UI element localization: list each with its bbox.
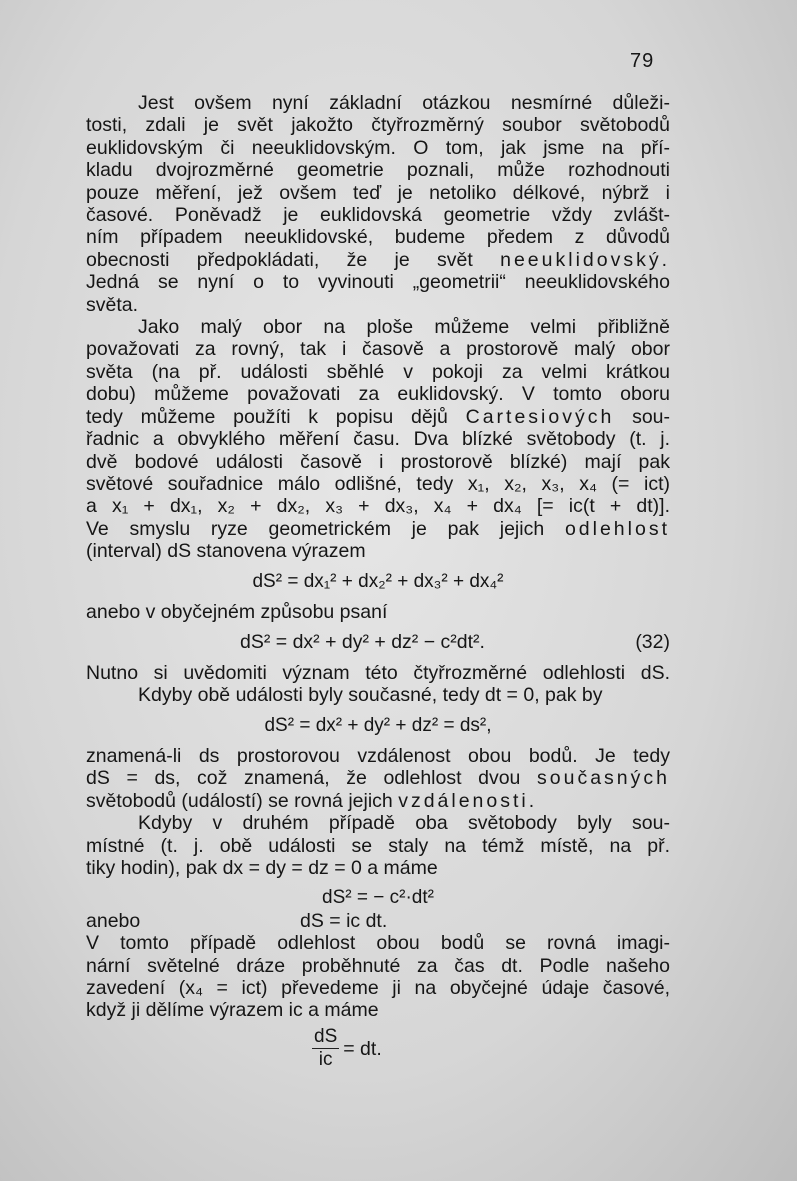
- text-line: nární světelné dráze proběhnuté za čas dt. Podle našeho: [86, 954, 670, 977]
- text-line: Jest ovšem nyní základní otázkou nesmírné důleži-: [138, 92, 670, 114]
- text-segment: sou-: [632, 405, 671, 428]
- equation-row: [86, 910, 670, 932]
- text-line: časové. Poněvadž je euklidovská geometrie vždy zvlášt-: [86, 204, 670, 227]
- text-line: Jedná se nyní o to vyvinouti „geometrii“ neeuklidovského: [86, 271, 670, 294]
- text-segment: anebo: [86, 909, 141, 932]
- text-line: [86, 249, 670, 271]
- text-line: kladu dvojrozměrné geometrie poznali, může rozhodnouti: [86, 159, 670, 182]
- text-line: a x₁ + dx₁, x₂ + dx₂, x₃ + dx₃, x₄ + dx₄ [= ic(t + dt)].: [86, 495, 670, 518]
- text-line: Jako malý obor na ploše můžeme velmi přibližně: [138, 316, 670, 339]
- text-line: euklidovským či neeuklidovským. O tom, jak jsme na pří-: [86, 136, 670, 159]
- equation-imaginary: dS = ic dt.: [300, 909, 388, 932]
- text-line: Kdyby v druhém případě oba světobody byly sou-: [138, 812, 670, 835]
- text-line: [86, 406, 670, 428]
- text-segment: dS = ds, což znamená, že odlehlost dvou: [86, 767, 521, 790]
- text-line: světové souřadnice málo odlišné, tedy x₁, x₂, x₃, x₄ (= ict): [86, 472, 670, 495]
- equation-fraction: [86, 1022, 670, 1076]
- emphasis-spaced: odlehlost: [564, 517, 670, 540]
- text-line: světa.: [86, 293, 139, 316]
- text-line: [86, 767, 670, 789]
- text-line: považovati za rovný, tak i časově a prostorově malý obor: [86, 338, 670, 361]
- emphasis-spaced: Cartesiových: [465, 405, 615, 428]
- text-segment: obecnosti předpokládati, že je svět: [86, 248, 473, 271]
- text-line: [86, 790, 670, 812]
- equation-body: dS² = dx² + dy² + dz² − c²dt².: [240, 631, 485, 654]
- text-segment: tedy můžeme použíti k popisu dějů: [86, 405, 448, 428]
- fraction-denominator: ic: [318, 1049, 333, 1071]
- text-line: Kdyby obě události byly současné, tedy dt = 0, pak by: [138, 684, 603, 707]
- emphasis-spaced: neeuklidovský.: [500, 248, 671, 271]
- text-segment: světobodů (událostí) se rovná jejich: [86, 789, 393, 812]
- equation-simultaneous: dS² = dx² + dy² + dz² = ds²,: [264, 714, 492, 736]
- equation-colocated: dS² = − c²·dt²: [322, 887, 434, 909]
- text-line: V tomto případě odlehlost obou bodů se rovná imagi-: [86, 932, 670, 955]
- text-line: ním případem neeuklidovské, budeme předem z důvodů: [86, 226, 670, 249]
- text-line: Nutno si uvědomiti význam této čtyřrozměrné odlehlosti dS.: [86, 661, 670, 684]
- text-line: řadnic a obvyklého měření času. Dva blízké světobody (t. j.: [86, 428, 670, 451]
- text-line: světa (na př. události sběhlé v pokoji za velmi krátkou: [86, 360, 670, 383]
- text-segment: Ve smyslu ryze geometrickém je pak jejich: [86, 517, 545, 540]
- text-line: zavedení (x₄ = ict) převedeme ji na obyčejné údaje časové,: [86, 977, 670, 1000]
- text-line: (interval) dS stanovena výrazem: [86, 540, 366, 563]
- text-line: [86, 518, 670, 540]
- text-line: pouze měření, jež ovšem teď je netoliko délkové, nýbrž i: [86, 181, 670, 204]
- equation-number: (32): [635, 631, 670, 654]
- text-line: dobu) můžeme považovati za euklidovský. V tomto oboru: [86, 383, 670, 406]
- text-line: když ji dělíme výrazem ic a máme: [86, 999, 379, 1022]
- equation-32: [86, 631, 670, 653]
- text-line: tosti, zdali je svět jakožto čtyřrozměrný soubor světobodů: [86, 114, 670, 137]
- body-text: [86, 92, 670, 1076]
- emphasis-spaced: vzdálenosti.: [398, 789, 538, 812]
- fraction-numerator: dS: [314, 1026, 338, 1048]
- text-line: znamená-li ds prostorovou vzdálenost obou bodů. Je tedy: [86, 744, 670, 767]
- emphasis-spaced: současných: [537, 767, 670, 790]
- text-line: tiky hodin), pak dx = dy = dz = 0 a máme: [86, 857, 438, 879]
- text-line: dvě bodové události časově i prostorově blízké) mají pak: [86, 450, 670, 473]
- text-line: místné (t. j. obě události se staly na témž místě, na př.: [86, 834, 670, 857]
- page-number: 79: [630, 50, 655, 72]
- fraction-rhs: = dt.: [343, 1037, 382, 1060]
- text-line: anebo v obyčejném způsobu psaní: [86, 600, 388, 623]
- fraction: [312, 1026, 339, 1071]
- equation-interval: dS² = dx₁² + dx₂² + dx₃² + dx₄²: [252, 570, 504, 592]
